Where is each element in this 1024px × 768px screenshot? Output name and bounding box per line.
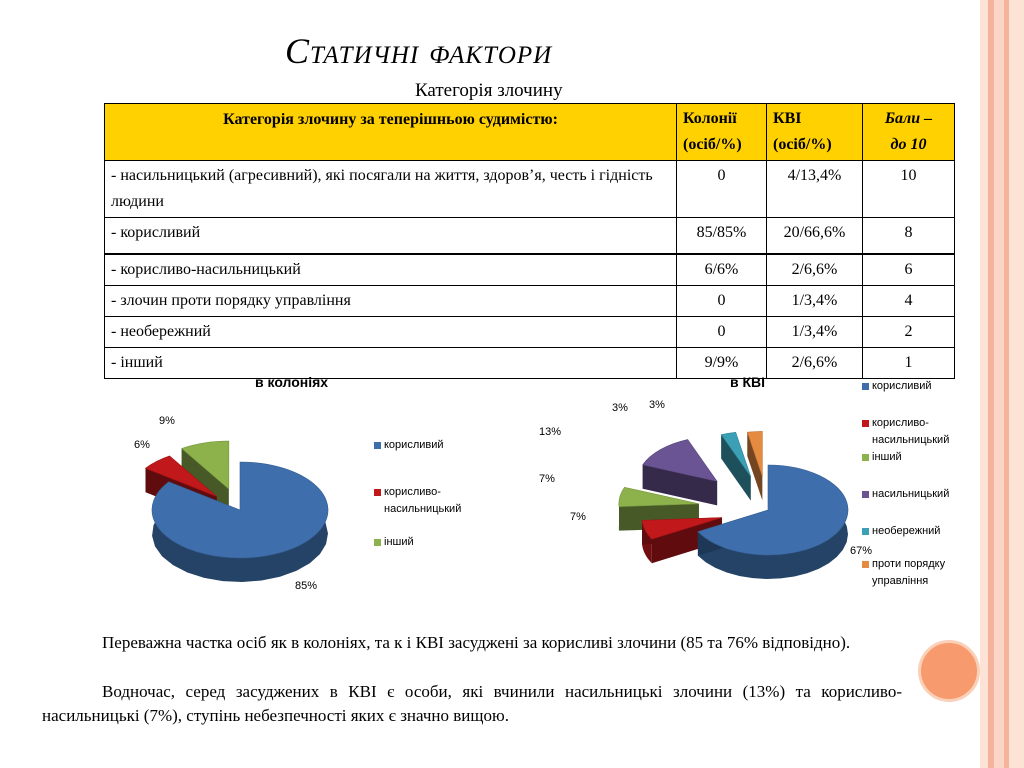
legend-item-kor (374, 437, 461, 454)
paragraph-2: Водночас, серед засуджених в КВІ є особи, які вчинили насильницькі злочини (13%) та корисливо-насильницькі (7%), ступінь небезпечності яких є значно вищою. (42, 682, 902, 725)
header-bali-line2: до 10 (890, 136, 927, 153)
table-header-row (105, 104, 955, 161)
header-colonies-line1: Колонії (683, 110, 737, 127)
table-row (105, 254, 955, 286)
row-category: - насильницький (агресивний), які посягали на життя, здоров’я, честь і гідність людини (105, 161, 677, 218)
legend-label: інший (384, 536, 414, 548)
crime-category-table (104, 103, 955, 379)
row-category: - злочин проти порядку управління (105, 285, 677, 316)
header-colonies (677, 104, 767, 161)
legend-label: корисливо- (384, 486, 441, 498)
row-kvi: 1/3,4% (767, 316, 863, 347)
table-row (105, 347, 955, 378)
legend-item-kor-nas-2 (374, 501, 461, 518)
legend-swatch (862, 528, 869, 535)
row-category: - необережний (105, 316, 677, 347)
row-colonies: 85/85% (677, 218, 767, 254)
paragraph-1: Переважна частка осіб як в колоніях, та к і КВІ засуджені за корисливі злочини (85 та 76% відповідно). (102, 633, 851, 652)
legend-label: насильницький (384, 503, 462, 515)
legend-swatch (374, 539, 381, 546)
row-kvi: 2/6,6% (767, 347, 863, 378)
pie-slice-top (698, 465, 848, 555)
row-colonies: 6/6% (677, 254, 767, 286)
row-category: - корисливо-насильницький (105, 254, 677, 286)
row-bali: 1 (863, 347, 955, 378)
header-category: Категорія злочину за теперішньою судимістю: (105, 104, 677, 161)
chart-title-kvi: в КВІ (730, 374, 766, 390)
legend-item-poryadok-2 (862, 573, 949, 590)
row-bali: 6 (863, 254, 955, 286)
table-row (105, 161, 955, 218)
pie-data-label: 9% (159, 415, 175, 427)
slide-title: Статичні фактори (285, 31, 553, 71)
legend-swatch (862, 420, 869, 427)
legend-label: корисливий (872, 380, 932, 392)
decorative-stripes (980, 0, 1024, 768)
legend-swatch (374, 442, 381, 449)
pie-chart-colonies (110, 400, 370, 600)
row-colonies: 0 (677, 316, 767, 347)
row-kvi: 1/3,4% (767, 285, 863, 316)
legend-swatch (374, 489, 381, 496)
legend-kvi (862, 378, 949, 590)
legend-label: насильницький (872, 488, 950, 500)
legend-label: необережний (872, 525, 941, 537)
row-category: - інший (105, 347, 677, 378)
header-bali (863, 104, 955, 161)
legend-label: проти порядку (872, 558, 946, 570)
table-row (105, 218, 955, 254)
legend-item-kor (862, 378, 949, 395)
row-kvi: 20/66,6% (767, 218, 863, 254)
pie-data-label: 3% (612, 402, 628, 414)
legend-item-nas (862, 486, 949, 503)
legend-swatch (862, 561, 869, 568)
header-kvi (767, 104, 863, 161)
row-colonies: 0 (677, 161, 767, 218)
row-colonies: 0 (677, 285, 767, 316)
legend-swatch (862, 383, 869, 390)
row-bali: 2 (863, 316, 955, 347)
pie-data-label: 85% (294, 580, 318, 592)
legend-label: корисливо- (872, 417, 929, 429)
pie-data-label: 13% (538, 426, 562, 438)
legend-item-inshyi (862, 449, 949, 466)
chart-title-colonies: в колоніях (255, 374, 329, 390)
legend-label: корисливий (384, 439, 444, 451)
table-row (105, 285, 955, 316)
header-bali-line1: Бали – (884, 110, 933, 127)
legend-swatch (862, 454, 869, 461)
legend-swatch (862, 491, 869, 498)
legend-item-kor-nas (862, 415, 949, 432)
header-colonies-line2: (осіб/%) (683, 136, 742, 153)
legend-item-kor-nas (374, 484, 461, 501)
legend-item-inshyi (374, 534, 461, 551)
legend-label: управління (872, 575, 929, 587)
decorative-circle (918, 640, 980, 702)
pie-data-label: 7% (570, 511, 586, 523)
row-bali: 8 (863, 218, 955, 254)
row-colonies: 9/9% (677, 347, 767, 378)
legend-label: інший (872, 451, 902, 463)
legend-item-poryadok (862, 556, 949, 573)
header-kvi-line1: КВІ (773, 110, 802, 127)
table-caption: Категорія злочину (415, 80, 563, 101)
legend-colonies (374, 437, 461, 551)
pie-slice (721, 432, 750, 500)
row-bali: 4 (863, 285, 955, 316)
pie-chart-kvi (530, 395, 873, 595)
legend-item-neob (862, 523, 949, 540)
pie-data-label: 6% (134, 439, 150, 451)
legend-label: насильницький (872, 434, 950, 446)
pie-data-label: 7% (539, 473, 555, 485)
row-category: - корисливий (105, 218, 677, 254)
pie-data-label: 3% (649, 399, 665, 411)
row-bali: 10 (863, 161, 955, 218)
row-kvi: 4/13,4% (767, 161, 863, 218)
table-row (105, 316, 955, 347)
pie-data-label: 67% (849, 545, 873, 557)
legend-item-kor-nas-2 (862, 432, 949, 449)
row-kvi: 2/6,6% (767, 254, 863, 286)
header-kvi-line2: (осіб/%) (773, 136, 832, 153)
